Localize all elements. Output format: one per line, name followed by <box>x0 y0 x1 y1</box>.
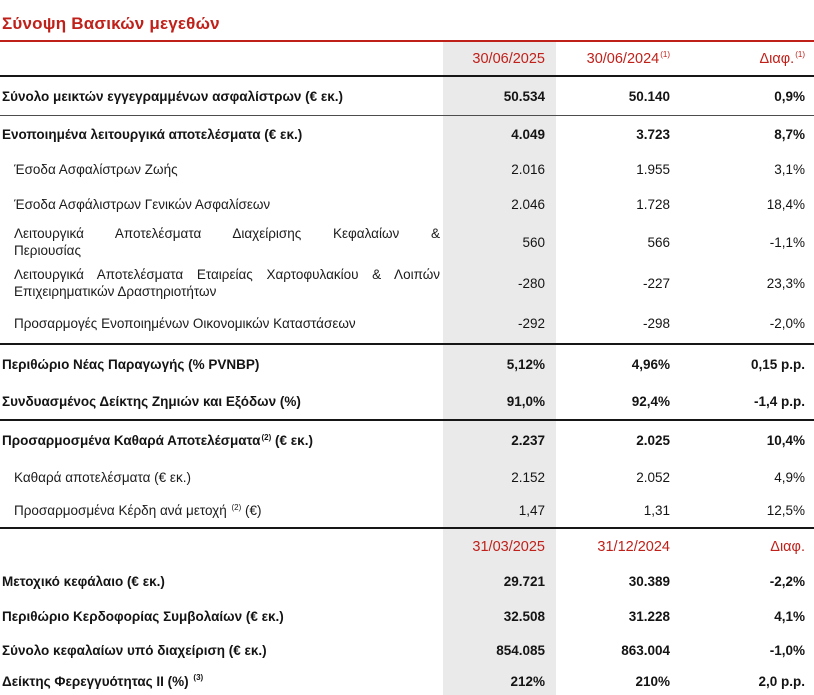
value-prior: -227 <box>642 275 670 291</box>
value-diff: -1,0% <box>769 642 805 658</box>
value-prior: 2.052 <box>636 469 670 485</box>
value-current: 4.049 <box>511 126 545 142</box>
value-diff: 4,9% <box>774 469 805 485</box>
value-current: -292 <box>517 316 545 331</box>
table-row <box>0 633 814 667</box>
value-prior: 1.728 <box>636 197 670 212</box>
header-date-text: 30/06/2025 <box>472 50 545 67</box>
title-block <box>0 0 814 42</box>
header-prior-period <box>553 539 673 555</box>
table-body <box>0 42 814 695</box>
value-current: 2.237 <box>511 433 545 448</box>
page-title: Σύνοψη Βασικών μεγεθών <box>2 14 220 33</box>
value-current: 29.721 <box>503 574 545 589</box>
header-date-text: Διαφ. <box>770 538 805 555</box>
value-current: 212% <box>510 673 545 689</box>
row-label-text: Προσαρμοσμένα Καθαρά Αποτελέσματα <box>2 433 261 448</box>
table-header-row <box>0 529 814 564</box>
header-date-text: 30/06/2024 <box>586 50 660 67</box>
value-diff: 2,0 p.p. <box>758 673 805 689</box>
row-label-text: Ενοποιημένα λειτουργικά αποτελέσματα (€ εκ.) <box>2 126 303 142</box>
row-label-text: Περιθώριο Νέας Παραγωγής (% PVNBP) <box>2 356 260 372</box>
value-prior: 1,31 <box>643 503 670 518</box>
value-current: -280 <box>517 275 545 291</box>
value-diff: 3,1% <box>774 162 805 177</box>
row-label <box>0 266 440 300</box>
table-row <box>0 667 814 695</box>
value-prior: 50.140 <box>628 88 670 104</box>
row-footnote-marker: (3) <box>193 673 204 682</box>
value-current: 1,47 <box>518 503 545 518</box>
value-current: 854.085 <box>496 642 545 658</box>
row-label <box>0 573 440 590</box>
row-label-text: Μετοχικό κεφάλαιο (€ εκ.) <box>2 574 165 589</box>
row-label <box>0 642 440 659</box>
value-diff: 0,15 p.p. <box>750 356 805 372</box>
row-label <box>0 88 440 105</box>
header-diff <box>673 539 814 555</box>
table-row <box>0 222 814 262</box>
row-footnote-marker: (2) <box>261 432 272 442</box>
table-row <box>0 494 814 529</box>
value-prior: 31.228 <box>628 608 670 624</box>
row-footnote-marker: (2) <box>231 502 242 512</box>
value-prior: 210% <box>635 673 670 689</box>
row-label <box>0 393 440 410</box>
row-label-text: Προσαρμογές Ενοποιημένων Οικονομικών Καταστάσεων <box>14 316 356 331</box>
table-row <box>0 187 814 222</box>
value-prior: 1.955 <box>636 162 670 177</box>
value-current: 32.508 <box>503 608 545 624</box>
header-date-text: 31/12/2024 <box>597 538 670 555</box>
header-date-text: 31/03/2025 <box>472 538 545 555</box>
table-row <box>0 116 814 152</box>
row-label <box>0 469 440 486</box>
table-row <box>0 152 814 187</box>
table-header-row <box>0 42 814 77</box>
row-label-suffix: (€ εκ.) <box>271 433 313 448</box>
value-diff: 18,4% <box>766 197 805 212</box>
table-row <box>0 262 814 304</box>
row-label <box>0 502 440 519</box>
row-label <box>0 196 440 213</box>
row-label-text: Δείκτης Φερεγγυότητας II (%) <box>2 673 193 689</box>
value-prior: 2.025 <box>636 433 670 448</box>
table-row <box>0 345 814 383</box>
value-prior: 4,96% <box>631 356 670 372</box>
row-label <box>0 356 440 373</box>
value-current: 2.016 <box>511 162 545 177</box>
row-label-text: Έσοδα Ασφάλιστρων Γενικών Ασφαλίσεων <box>14 197 271 212</box>
row-label <box>0 608 440 625</box>
value-diff: -1,4 p.p. <box>753 393 805 409</box>
value-diff: 23,3% <box>766 275 805 291</box>
value-diff: -2,0% <box>769 316 805 331</box>
row-label <box>0 673 440 690</box>
value-current: 2.046 <box>511 197 545 212</box>
row-label <box>0 225 440 259</box>
value-diff: 12,5% <box>766 503 805 518</box>
row-label <box>0 315 440 332</box>
value-diff: -1,1% <box>769 234 805 250</box>
table-row <box>0 383 814 421</box>
value-diff: 4,1% <box>774 608 805 624</box>
row-label-text: Έσοδα Ασφαλίστρων Ζωής <box>14 162 178 177</box>
row-label <box>0 432 440 449</box>
table-row <box>0 599 814 633</box>
table-row <box>0 421 814 460</box>
row-label <box>0 126 440 143</box>
value-diff: 10,4% <box>766 433 805 448</box>
value-prior: 92,4% <box>631 393 670 409</box>
value-prior: 3.723 <box>636 126 670 142</box>
row-label-line: Επιχειρηματικών Δραστηριοτήτων <box>14 284 217 299</box>
row-label-line: Περιουσίας <box>14 243 81 258</box>
row-label <box>0 161 440 178</box>
row-label-text: Καθαρά αποτελέσματα (€ εκ.) <box>14 469 191 485</box>
row-label-text: Περιθώριο Κερδοφορίας Συμβολαίων (€ εκ.) <box>2 608 284 624</box>
header-current-period <box>440 539 553 555</box>
value-current: 2.152 <box>511 469 545 485</box>
row-label-text: Συνδυασμένος Δείκτης Ζημιών και Εξόδων (%) <box>2 393 301 409</box>
value-diff: 0,9% <box>774 88 805 104</box>
table-row <box>0 77 814 116</box>
header-footnote-marker: (1) <box>795 49 805 59</box>
row-label-text: Σύνολο μεικτών εγγεγραμμένων ασφαλίστρων (€ εκ.) <box>2 88 344 104</box>
value-current: 50.534 <box>503 88 545 104</box>
value-current: 91,0% <box>506 393 545 409</box>
header-current-period <box>440 51 553 67</box>
row-label-line: Λειτουργικά Αποτελέσματα Διαχείρισης Κεφαλαίων & <box>14 226 440 241</box>
row-label-suffix: (€) <box>241 503 262 518</box>
value-prior: 566 <box>647 234 670 250</box>
header-date-text: Διαφ. <box>759 50 795 67</box>
value-prior: 863.004 <box>621 642 670 658</box>
table-row <box>0 460 814 494</box>
value-diff: 8,7% <box>774 126 805 142</box>
row-label-text: Σύνολο κεφαλαίων υπό διαχείριση (€ εκ.) <box>2 642 267 658</box>
value-prior: -298 <box>642 316 670 331</box>
value-current: 560 <box>522 234 545 250</box>
row-label-text: Προσαρμοσμένα Κέρδη ανά μετοχή <box>14 503 231 518</box>
value-diff: -2,2% <box>769 574 805 589</box>
table-row <box>0 304 814 345</box>
header-footnote-marker: (1) <box>660 49 670 59</box>
header-prior-period <box>553 51 673 67</box>
table-row <box>0 564 814 599</box>
header-diff <box>673 51 814 67</box>
value-prior: 30.389 <box>628 574 670 589</box>
value-current: 5,12% <box>506 356 545 372</box>
row-label-line: Λειτουργικά Αποτελέσματα Εταιρείας Χαρτοφυλακίου & Λοιπών <box>14 267 440 282</box>
